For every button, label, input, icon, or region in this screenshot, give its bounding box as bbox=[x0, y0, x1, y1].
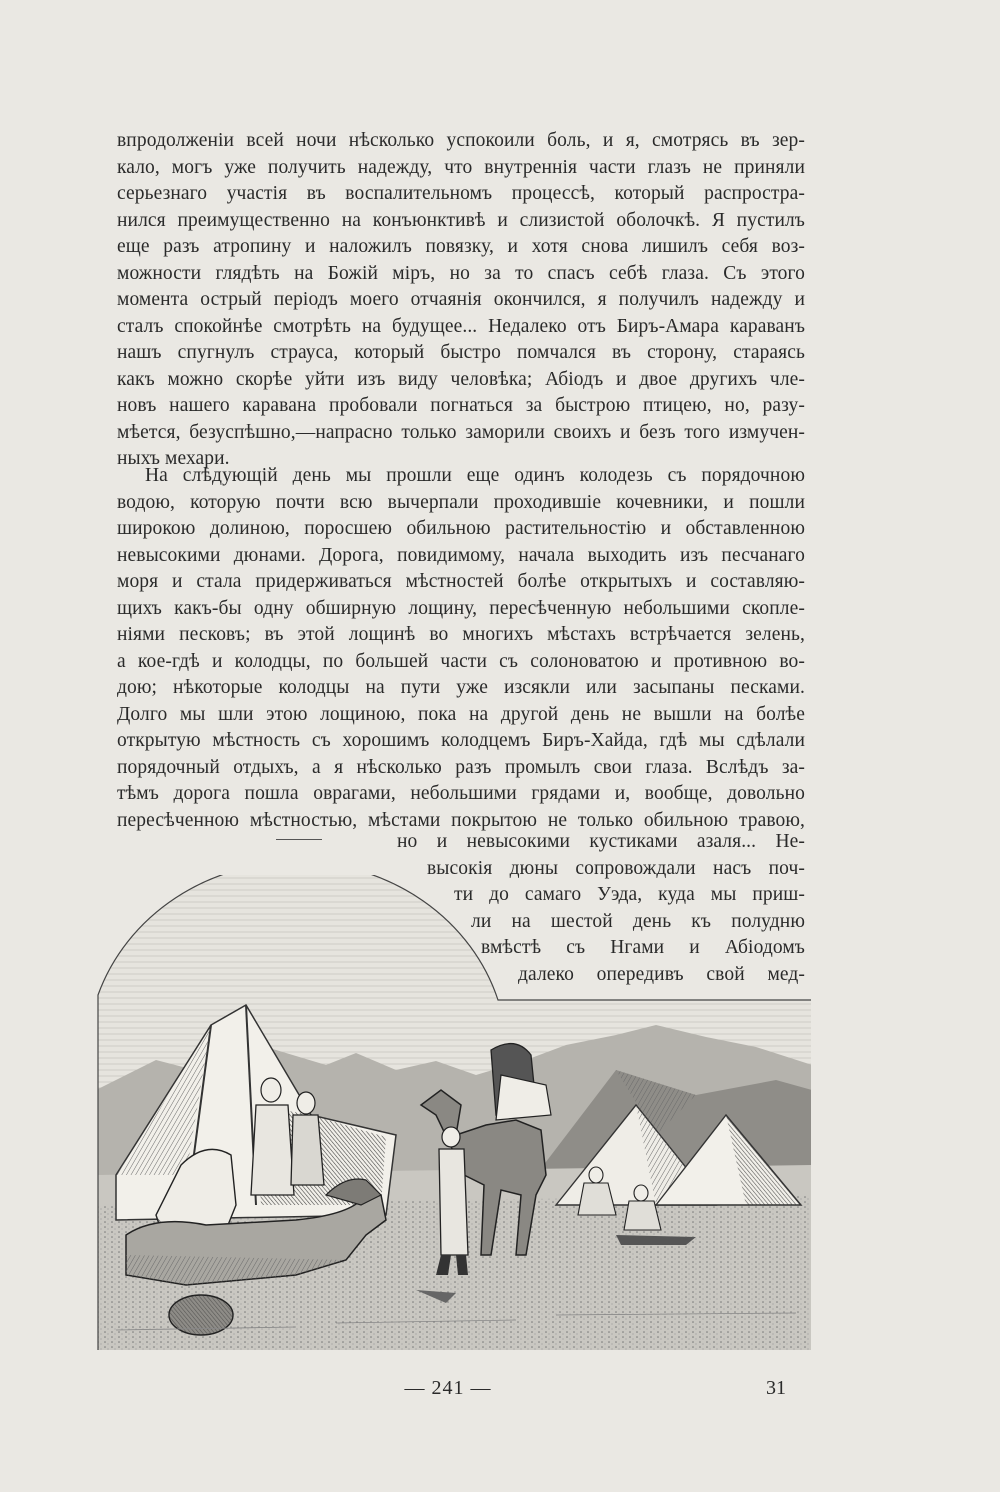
text-line: моря и стала придерживаться мѣстностей болѣе открытыхъ и составляю- bbox=[117, 571, 805, 592]
text-line: какъ можно скорѣе уйти изъ виду человѣка; Абіодъ и двое другихъ чле- bbox=[117, 368, 805, 390]
text-line: ніями песковъ; въ этой лощинѣ во многихъ мѣстахъ встрѣчается зелень, bbox=[117, 624, 805, 645]
text-line: открытую мѣстность съ хорошимъ колодцемъ Биръ-Хайда, гдѣ мы сдѣлали bbox=[117, 730, 805, 751]
signature-mark: 31 bbox=[766, 1377, 786, 1399]
text-line: еще разъ атропину и наложилъ повязку, и хотя снова лишилъ себя воз- bbox=[117, 236, 805, 257]
text-line: широкою долиною, поросшею обильною растительностію и обставленною bbox=[117, 518, 805, 539]
text-line: новъ нашего каравана пробовали погнаться за быстрою птицею, но, разу- bbox=[117, 395, 805, 416]
text-line: сталъ спокойнѣе смотрѣть на будущее... Недалеко отъ Биръ-Амара караванъ bbox=[117, 315, 805, 337]
text-line: невысокими дюнами. Дорога, повидимому, начала выходить изъ песчанаго bbox=[117, 544, 805, 566]
text-line: но и невысокими кустиками азаля... Не- bbox=[397, 831, 805, 852]
text-line: пересѣченною мѣстностью, мѣстами покрытою не только обильною травою, bbox=[117, 809, 805, 831]
text-line: нашъ спугнулъ страуса, который быстро помчался въ сторону, стараясь bbox=[117, 342, 805, 363]
text-line: далеко опередивъ свой мед- bbox=[518, 963, 805, 985]
text-line: а кое-гдѣ и колодцы, по большей части съ солоноватою и противною во- bbox=[117, 650, 805, 672]
text-line: вмѣстѣ съ Нгами и Абіодомъ bbox=[481, 937, 805, 958]
text-line: щихъ какъ-бы одну обширную лощину, пересѣченную небольшими скопле- bbox=[117, 597, 805, 619]
text-line: серьезнаго участія въ воспалительномъ процессѣ, который распростра- bbox=[117, 183, 805, 204]
engraving-scene bbox=[96, 875, 811, 1350]
text-line: кало, могъ уже получить надежду, что внутреннія части глазъ не приняли bbox=[117, 156, 805, 178]
text-line: нился преимущественно на конъюнктивѣ и слизистой оболочкѣ. Я пустилъ bbox=[117, 209, 805, 231]
text-line: Долго мы шли этою лощиною, пока на другой день не вышли на болѣе bbox=[117, 703, 805, 725]
page-number: — 241 — bbox=[404, 1377, 492, 1399]
text-line: порядочный отдыхъ, а я нѣсколько разъ промылъ свои глаза. Вслѣдъ за- bbox=[117, 756, 805, 778]
text-line: можности глядѣть на Божій міръ, но за то спасъ себѣ глаза. Съ этого bbox=[117, 262, 805, 284]
text-line: На слѣдующій день мы прошли еще одинъ колодезь съ порядочною bbox=[145, 465, 805, 486]
text-line: ныхъ мехари. bbox=[117, 448, 230, 469]
text-line: момента острый періодъ моего отчаянія окончился, я получилъ надежду и bbox=[117, 289, 805, 310]
text-line: впродолженіи всей ночи нѣсколько успокоили боль, и я, смотрясь въ зер- bbox=[117, 130, 805, 151]
text-line: тѣмъ дорога пошла оврагами, небольшими грядами и, вообще, довольно bbox=[117, 783, 805, 804]
ornamental-rule bbox=[276, 839, 322, 840]
text-line: высокія дюны сопровождали насъ поч- bbox=[427, 857, 805, 879]
text-line: мѣется, безуспѣшно,—напрасно только заморили своихъ и безъ того измучен- bbox=[117, 421, 805, 443]
desert-camp-engraving bbox=[96, 875, 811, 1350]
text-line: водою, которую почти всю вычерпали проходившіе кочевники, и пошли bbox=[117, 491, 805, 513]
text-line: ли на шестой день къ полудню bbox=[471, 910, 805, 932]
text-line: ти до самаго Уэда, куда мы приш- bbox=[454, 884, 805, 905]
text-line: дою; нѣкоторые колодцы на пути уже изсякли или засыпаны песками. bbox=[117, 677, 805, 698]
